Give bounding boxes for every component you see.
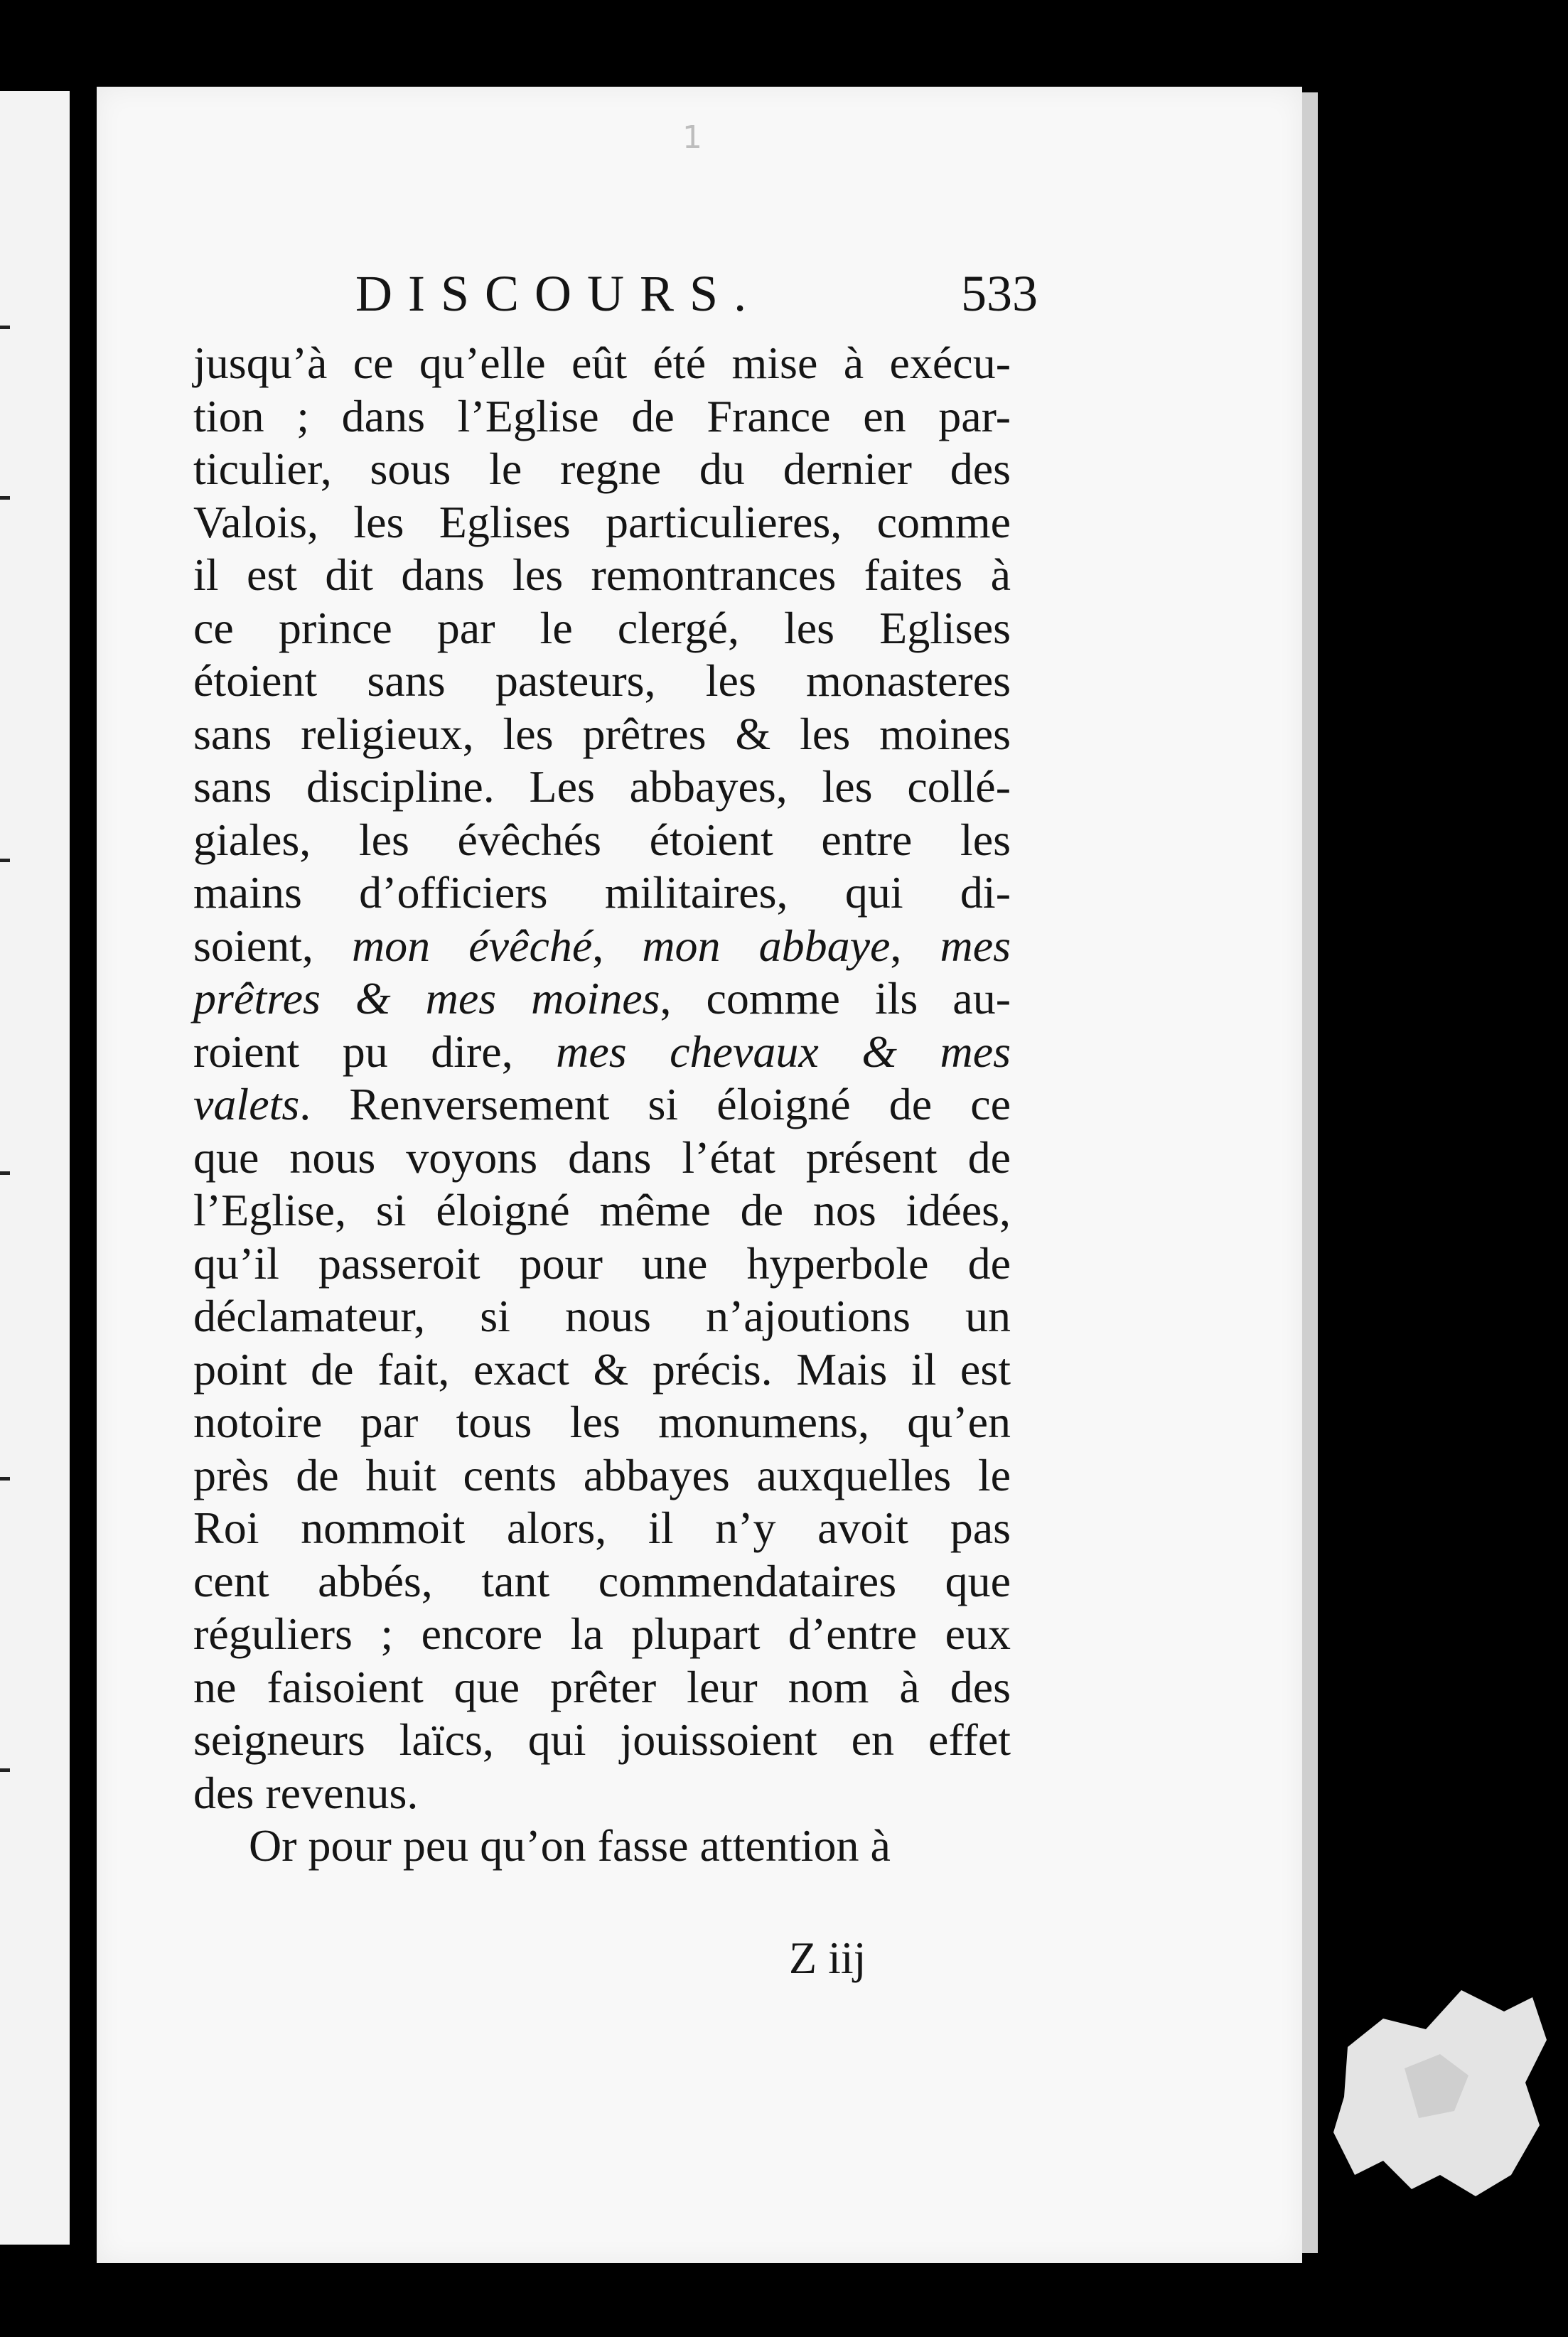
margin-mark (0, 326, 10, 329)
text-line (193, 1714, 1011, 1767)
signature-mark: Z iij (789, 1933, 866, 1983)
text-line (193, 814, 1011, 867)
text-span: point de fait, exact & précis. Mais il est (193, 1343, 1011, 1395)
text-span: giales, les évêchés étoient entre les (193, 814, 1011, 865)
text-span: Or pour peu qu’on fasse attention à (249, 1820, 891, 1871)
text-line (193, 1026, 1011, 1079)
text-span: mains d’officiers militaires, qui di- (193, 867, 1011, 918)
text-line (193, 761, 1011, 814)
italic-text: mes chevaux & mes (556, 1026, 1011, 1077)
text-span: ce prince par le clergé, les Eglises (193, 602, 1011, 653)
text-line (193, 655, 1011, 708)
margin-mark (0, 496, 10, 500)
margin-mark (0, 1171, 10, 1175)
text-span: réguliers ; encore la plupart d’entre eux (193, 1608, 1011, 1659)
paper-scrap (1319, 1962, 1554, 2218)
text-line (193, 920, 1011, 973)
italic-text: mes (940, 920, 1011, 971)
text-span: près de huit cents abbayes auxquelles le (193, 1449, 1011, 1500)
text-line (193, 1237, 1011, 1291)
margin-mark (0, 1477, 10, 1481)
page-number: 533 (961, 265, 1038, 322)
margin-mark (0, 1768, 10, 1772)
text-line (193, 1184, 1011, 1237)
text-span: ticulier, sous le regne du dernier des (193, 444, 1011, 494)
text-line (193, 1396, 1011, 1449)
text-line (193, 708, 1011, 761)
text-span: , comme ils au- (660, 973, 1011, 1024)
text-span: Roi nommoit alors, il n’y avoit pas (193, 1503, 1011, 1553)
text-span: sans discipline. Les abbayes, les collé- (193, 761, 1011, 812)
text-line (193, 1078, 1011, 1132)
text-span: , (890, 920, 940, 971)
text-line (193, 1290, 1011, 1343)
body-text (193, 337, 1011, 1873)
italic-text: valets (193, 1079, 300, 1129)
text-line (193, 1343, 1011, 1397)
text-span: étoient sans pasteurs, les monasteres (193, 655, 1011, 706)
previous-page-edge (0, 91, 70, 2245)
text-span: cent abbés, tant commendataires que (193, 1555, 1011, 1606)
text-span: sans religieux, les prêtres & les moines (193, 708, 1011, 759)
text-span: seigneurs laïcs, qui jouissoient en effet (193, 1714, 1011, 1765)
page-edge (1302, 92, 1318, 2253)
text-span: . Renversement si éloigné de ce (299, 1079, 1011, 1129)
text-line (193, 1449, 1011, 1503)
text-span: que nous voyons dans l’état présent de (193, 1132, 1011, 1183)
text-line (193, 602, 1011, 655)
text-span: tion ; dans l’Eglise de France en par- (193, 390, 1011, 441)
margin-mark (0, 859, 10, 862)
text-line (193, 866, 1011, 920)
text-span: ne faisoient que prêter leur nom à des (193, 1661, 1011, 1712)
text-line (193, 1608, 1011, 1661)
text-span: soient, (193, 920, 352, 971)
page-header (355, 264, 1038, 335)
running-head: DISCOURS. (355, 265, 763, 322)
text-span: notoire par tous les monumens, qu’en (193, 1397, 1011, 1447)
text-line (193, 972, 1011, 1026)
text-span: déclamateur, si nous n’ajoutions un (193, 1291, 1011, 1341)
text-line (193, 1661, 1011, 1714)
text-line (193, 496, 1011, 549)
text-line (193, 443, 1011, 496)
italic-text: prêtres & mes moines (193, 973, 660, 1024)
text-span: des revenus. (193, 1767, 419, 1818)
text-line (193, 1767, 1011, 1820)
text-line (193, 390, 1011, 444)
text-line (193, 549, 1011, 602)
text-line (193, 337, 1011, 390)
text-span: Valois, les Eglises particulieres, comme (193, 496, 1011, 547)
italic-text: mon abbaye (642, 920, 891, 971)
text-line (193, 1502, 1011, 1555)
text-span: , (592, 920, 643, 971)
text-span: il est dit dans les remontrances faites à (193, 549, 1011, 600)
text-span: l’Eglise, si éloigné même de nos idées, (193, 1185, 1011, 1235)
text-span: jusqu’à ce qu’elle eût été mise à exécu- (193, 338, 1011, 388)
text-line (193, 1132, 1011, 1185)
text-line (193, 1820, 1011, 1873)
text-line (193, 1555, 1011, 1608)
italic-text: mon évêché (351, 920, 593, 971)
text-span: qu’il passeroit pour une hyperbole de (193, 1237, 1011, 1289)
text-span: roient pu dire, (193, 1026, 557, 1077)
sheet-mark: 1 (682, 119, 702, 156)
